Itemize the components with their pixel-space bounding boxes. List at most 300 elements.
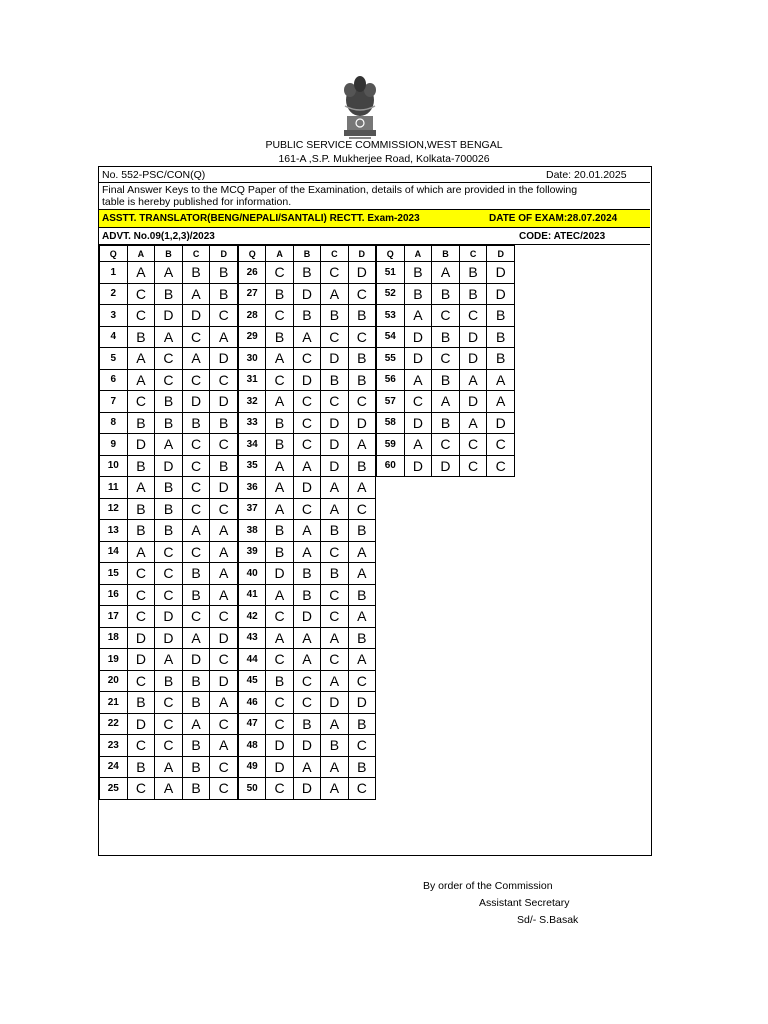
answer-cell: B xyxy=(210,262,238,284)
answer-cell: B xyxy=(266,670,293,692)
answer-cell: B xyxy=(182,670,210,692)
answer-cell: A xyxy=(266,455,293,477)
answer-cell: C xyxy=(182,606,210,628)
question-number: 4 xyxy=(100,326,128,348)
question-number: 16 xyxy=(100,584,128,606)
table-row xyxy=(100,262,238,284)
answer-cell: B xyxy=(127,498,155,520)
answer-cell: C xyxy=(432,305,460,327)
answer-cell: B xyxy=(293,584,320,606)
answer-cell: D xyxy=(404,326,432,348)
organization-name: PUBLIC SERVICE COMMISSION,WEST BENGAL xyxy=(265,139,503,151)
question-number: 54 xyxy=(377,326,405,348)
answer-cell: D xyxy=(127,434,155,456)
answer-cell: C xyxy=(293,498,320,520)
answer-cell: A xyxy=(487,391,515,413)
column-header: B xyxy=(155,246,183,262)
table-row xyxy=(239,498,376,520)
answer-cell: B xyxy=(404,262,432,284)
answer-cell: A xyxy=(348,434,375,456)
answer-cell: D xyxy=(459,348,487,370)
answer-cell: A xyxy=(432,262,460,284)
answer-cell: C xyxy=(182,369,210,391)
answer-cell: A xyxy=(293,455,320,477)
answer-cell: A xyxy=(210,520,238,542)
answer-cell: A xyxy=(127,477,155,499)
answer-cell: B xyxy=(348,305,375,327)
answer-cell: B xyxy=(432,283,460,305)
table-row xyxy=(100,283,238,305)
answer-cell: D xyxy=(404,412,432,434)
table-row xyxy=(239,756,376,778)
answer-cell: A xyxy=(210,326,238,348)
answer-cell: C xyxy=(266,692,293,714)
answer-cell: B xyxy=(182,778,210,800)
answer-cell: A xyxy=(266,348,293,370)
table-row xyxy=(239,283,376,305)
answer-cell: C xyxy=(348,670,375,692)
answer-cell: C xyxy=(348,391,375,413)
column-header: Q xyxy=(239,246,266,262)
answer-cell: C xyxy=(127,670,155,692)
answer-cell: D xyxy=(155,627,183,649)
answer-cell: C xyxy=(210,305,238,327)
answer-cell: B xyxy=(432,326,460,348)
answer-cell: C xyxy=(155,584,183,606)
table-row xyxy=(100,735,238,757)
column-header: B xyxy=(293,246,320,262)
question-number: 24 xyxy=(100,756,128,778)
answer-cell: C xyxy=(210,369,238,391)
table-row xyxy=(239,348,376,370)
answer-cell: A xyxy=(293,541,320,563)
question-number: 58 xyxy=(377,412,405,434)
answer-cell: A xyxy=(321,713,348,735)
answer-cell: B xyxy=(404,283,432,305)
answer-cell: B xyxy=(459,283,487,305)
answer-cell: D xyxy=(348,412,375,434)
answer-cell: D xyxy=(155,305,183,327)
answer-cell: B xyxy=(348,584,375,606)
table-row xyxy=(100,756,238,778)
answer-cell: C xyxy=(266,305,293,327)
question-number: 9 xyxy=(100,434,128,456)
answer-cell: B xyxy=(155,391,183,413)
question-number: 11 xyxy=(100,477,128,499)
answer-cell: D xyxy=(293,283,320,305)
column-header: C xyxy=(182,246,210,262)
answer-cell: B xyxy=(293,713,320,735)
answer-cell: C xyxy=(266,369,293,391)
question-number: 10 xyxy=(100,455,128,477)
answer-key-table-1 xyxy=(99,245,238,800)
table-row xyxy=(239,541,376,563)
question-number: 45 xyxy=(239,670,266,692)
answer-cell: D xyxy=(487,262,515,284)
answer-cell: C xyxy=(293,412,320,434)
answer-cell: A xyxy=(266,391,293,413)
column-header: A xyxy=(127,246,155,262)
answer-cell: C xyxy=(293,391,320,413)
answer-cell: A xyxy=(404,434,432,456)
answer-cell: C xyxy=(266,778,293,800)
answer-cell: C xyxy=(182,326,210,348)
answer-key-table-3 xyxy=(376,245,515,477)
table-row xyxy=(100,348,238,370)
answer-cell: D xyxy=(459,391,487,413)
table-row xyxy=(100,649,238,671)
question-number: 57 xyxy=(377,391,405,413)
answer-cell: A xyxy=(182,520,210,542)
answer-cell: C xyxy=(348,283,375,305)
exam-row xyxy=(99,210,650,228)
footer-signature: Sd/- S.Basak xyxy=(517,914,579,926)
answer-cell: C xyxy=(293,348,320,370)
answer-cell: C xyxy=(182,477,210,499)
table-row xyxy=(239,262,376,284)
question-number: 37 xyxy=(239,498,266,520)
state-emblem-icon xyxy=(335,70,385,142)
answer-cell: A xyxy=(459,369,487,391)
answer-cell: D xyxy=(487,283,515,305)
table-row xyxy=(377,412,515,434)
question-number: 48 xyxy=(239,735,266,757)
answer-cell: A xyxy=(155,778,183,800)
column-header: C xyxy=(321,246,348,262)
answer-cell: C xyxy=(321,262,348,284)
question-number: 3 xyxy=(100,305,128,327)
notice-date: Date: 20.01.2025 xyxy=(546,169,627,181)
table-row xyxy=(239,477,376,499)
question-number: 18 xyxy=(100,627,128,649)
question-number: 29 xyxy=(239,326,266,348)
answer-cell: A xyxy=(155,326,183,348)
answer-cell: D xyxy=(266,756,293,778)
answer-cell: A xyxy=(182,713,210,735)
question-number: 50 xyxy=(239,778,266,800)
answer-cell: C xyxy=(459,434,487,456)
question-number: 21 xyxy=(100,692,128,714)
answer-cell: A xyxy=(127,369,155,391)
question-number: 27 xyxy=(239,283,266,305)
question-number: 44 xyxy=(239,649,266,671)
question-number: 5 xyxy=(100,348,128,370)
answer-cell: C xyxy=(182,455,210,477)
answer-cell: B xyxy=(321,563,348,585)
answer-cell: C xyxy=(432,434,460,456)
answer-cell: A xyxy=(266,584,293,606)
answer-cell: C xyxy=(155,713,183,735)
answer-cell: A xyxy=(127,541,155,563)
answer-cell: A xyxy=(348,606,375,628)
answer-cell: C xyxy=(210,713,238,735)
answer-cell: C xyxy=(432,348,460,370)
answer-cell: A xyxy=(293,326,320,348)
question-number: 19 xyxy=(100,649,128,671)
answer-cell: C xyxy=(487,434,515,456)
answer-cell: A xyxy=(321,498,348,520)
answer-cell: B xyxy=(127,756,155,778)
question-number: 49 xyxy=(239,756,266,778)
answer-cell: B xyxy=(127,692,155,714)
answer-cell: D xyxy=(182,649,210,671)
answer-cell: D xyxy=(487,412,515,434)
answer-cell: A xyxy=(127,348,155,370)
table-row xyxy=(100,778,238,800)
answer-cell: A xyxy=(321,670,348,692)
answer-cell: B xyxy=(182,756,210,778)
answer-cell: C xyxy=(404,391,432,413)
answer-cell: A xyxy=(210,584,238,606)
answer-cell: D xyxy=(432,455,460,477)
answer-cell: D xyxy=(210,348,238,370)
question-number: 55 xyxy=(377,348,405,370)
answer-cell: D xyxy=(182,391,210,413)
answer-cell: A xyxy=(155,649,183,671)
table-row xyxy=(239,369,376,391)
answer-cell: B xyxy=(432,412,460,434)
answer-cell: D xyxy=(321,455,348,477)
answer-cell: C xyxy=(321,649,348,671)
answer-cell: A xyxy=(321,283,348,305)
table-row xyxy=(100,584,238,606)
notice-number: No. 552-PSC/CON(Q) xyxy=(102,169,206,181)
question-number: 7 xyxy=(100,391,128,413)
column-header: D xyxy=(487,246,515,262)
answer-cell: D xyxy=(127,713,155,735)
table-row xyxy=(377,369,515,391)
table-row xyxy=(100,541,238,563)
answer-cell: A xyxy=(266,498,293,520)
question-number: 31 xyxy=(239,369,266,391)
answer-cell: C xyxy=(487,455,515,477)
question-number: 32 xyxy=(239,391,266,413)
question-number: 56 xyxy=(377,369,405,391)
answer-cell: B xyxy=(266,434,293,456)
question-number: 59 xyxy=(377,434,405,456)
question-number: 28 xyxy=(239,305,266,327)
answer-cell: B xyxy=(155,283,183,305)
answer-cell: C xyxy=(210,649,238,671)
answer-cell: A xyxy=(266,477,293,499)
table-row xyxy=(100,477,238,499)
answer-cell: C xyxy=(127,305,155,327)
answer-cell: B xyxy=(348,520,375,542)
answer-cell: D xyxy=(127,649,155,671)
answer-cell: A xyxy=(155,262,183,284)
table-row xyxy=(239,563,376,585)
answer-cell: A xyxy=(348,541,375,563)
answer-cell: B xyxy=(266,412,293,434)
answer-cell: A xyxy=(293,756,320,778)
column-header: Q xyxy=(100,246,128,262)
answer-cell: D xyxy=(210,477,238,499)
footer-order: By order of the Commission xyxy=(423,880,553,892)
exam-date: DATE OF EXAM:28.07.2024 xyxy=(489,213,618,224)
answer-cell: C xyxy=(293,692,320,714)
answer-cell: B xyxy=(348,348,375,370)
table-row xyxy=(377,391,515,413)
question-number: 22 xyxy=(100,713,128,735)
answer-cell: D xyxy=(293,735,320,757)
answer-cell: B xyxy=(182,412,210,434)
answer-cell: A xyxy=(210,541,238,563)
answer-cell: C xyxy=(127,606,155,628)
question-number: 30 xyxy=(239,348,266,370)
answer-cell: C xyxy=(321,326,348,348)
table-row xyxy=(100,627,238,649)
table-row xyxy=(239,649,376,671)
answer-cell: A xyxy=(348,563,375,585)
answer-cell: C xyxy=(348,778,375,800)
answer-cell: C xyxy=(155,692,183,714)
answer-cell: C xyxy=(210,498,238,520)
column-header: Q xyxy=(377,246,405,262)
table-row xyxy=(100,520,238,542)
answer-cell: A xyxy=(321,627,348,649)
answer-cell: B xyxy=(182,584,210,606)
table-row xyxy=(100,713,238,735)
table-row xyxy=(100,563,238,585)
answer-cell: A xyxy=(210,692,238,714)
answer-cell: C xyxy=(321,584,348,606)
exam-code: CODE: ATEC/2023 xyxy=(519,231,606,242)
table-row xyxy=(100,670,238,692)
question-number: 1 xyxy=(100,262,128,284)
answer-cell: D xyxy=(266,735,293,757)
table-row xyxy=(239,434,376,456)
answer-cell: B xyxy=(182,262,210,284)
answer-cell: D xyxy=(155,455,183,477)
table-row xyxy=(239,670,376,692)
answer-cell: B xyxy=(127,326,155,348)
answer-cell: A xyxy=(321,477,348,499)
answer-cell: B xyxy=(155,477,183,499)
answer-cell: C xyxy=(266,713,293,735)
question-number: 39 xyxy=(239,541,266,563)
column-header: A xyxy=(266,246,293,262)
answer-cell: B xyxy=(321,520,348,542)
table-row xyxy=(239,606,376,628)
table-row xyxy=(239,520,376,542)
answer-cell: B xyxy=(182,563,210,585)
footer-designation: Assistant Secretary xyxy=(479,897,570,909)
answer-cell: A xyxy=(182,283,210,305)
answer-cell: D xyxy=(293,369,320,391)
answer-cell: B xyxy=(266,283,293,305)
column-header: D xyxy=(210,246,238,262)
table-row xyxy=(100,434,238,456)
question-number: 43 xyxy=(239,627,266,649)
question-number: 53 xyxy=(377,305,405,327)
table-row xyxy=(100,305,238,327)
answer-cell: B xyxy=(266,541,293,563)
notice-description: Final Answer Keys to the MCQ Paper of the Examination, details of which are provided in the following table is hereby published for information. xyxy=(102,184,578,208)
table-row xyxy=(377,262,515,284)
question-number: 52 xyxy=(377,283,405,305)
answer-cell: C xyxy=(127,391,155,413)
table-row xyxy=(100,498,238,520)
answer-cell: B xyxy=(266,520,293,542)
organization-address: 161-A ,S.P. Mukherjee Road, Kolkata-700026 xyxy=(278,153,490,165)
answer-cell: C xyxy=(182,434,210,456)
question-number: 13 xyxy=(100,520,128,542)
column-header: B xyxy=(432,246,460,262)
answer-cell: C xyxy=(127,584,155,606)
answer-cell: A xyxy=(487,369,515,391)
table-header-row xyxy=(100,246,238,262)
answer-cell: C xyxy=(155,563,183,585)
question-number: 2 xyxy=(100,283,128,305)
answer-cell: D xyxy=(404,455,432,477)
table-row xyxy=(100,692,238,714)
question-number: 6 xyxy=(100,369,128,391)
answer-cell: C xyxy=(321,606,348,628)
answer-cell: A xyxy=(127,262,155,284)
answer-cell: D xyxy=(293,606,320,628)
answer-cell: B xyxy=(321,735,348,757)
table-row xyxy=(100,606,238,628)
question-number: 34 xyxy=(239,434,266,456)
column-header: C xyxy=(459,246,487,262)
answer-cell: D xyxy=(155,606,183,628)
answer-cell: C xyxy=(293,670,320,692)
question-number: 12 xyxy=(100,498,128,520)
answer-cell: C xyxy=(210,434,238,456)
question-number: 40 xyxy=(239,563,266,585)
answer-cell: A xyxy=(348,477,375,499)
answer-cell: A xyxy=(432,391,460,413)
answer-cell: D xyxy=(404,348,432,370)
table-row xyxy=(239,455,376,477)
table-row xyxy=(239,391,376,413)
table-row xyxy=(239,713,376,735)
notice-description-row xyxy=(99,183,650,210)
answer-cell: B xyxy=(210,283,238,305)
answer-cell: B xyxy=(155,412,183,434)
answer-cell: B xyxy=(321,305,348,327)
answer-cell: B xyxy=(348,455,375,477)
answer-cell: A xyxy=(182,627,210,649)
answer-cell: D xyxy=(321,692,348,714)
table-row xyxy=(100,391,238,413)
answer-cell: C xyxy=(348,498,375,520)
answer-cell: D xyxy=(321,348,348,370)
answer-cell: B xyxy=(127,520,155,542)
answer-cell: C xyxy=(266,262,293,284)
answer-cell: B xyxy=(348,627,375,649)
question-number: 51 xyxy=(377,262,405,284)
answer-cell: C xyxy=(210,606,238,628)
answer-cell: C xyxy=(127,563,155,585)
answer-cell: B xyxy=(210,455,238,477)
question-number: 47 xyxy=(239,713,266,735)
advt-row xyxy=(99,229,650,245)
answer-cell: D xyxy=(210,627,238,649)
answer-cell: B xyxy=(487,305,515,327)
answer-cell: B xyxy=(127,412,155,434)
question-number: 20 xyxy=(100,670,128,692)
answer-cell: A xyxy=(155,434,183,456)
question-number: 60 xyxy=(377,455,405,477)
table-row xyxy=(377,455,515,477)
question-number: 23 xyxy=(100,735,128,757)
answer-cell: C xyxy=(293,434,320,456)
answer-cell: D xyxy=(210,391,238,413)
answer-cell: C xyxy=(127,735,155,757)
answer-cell: D xyxy=(266,563,293,585)
table-row xyxy=(239,627,376,649)
